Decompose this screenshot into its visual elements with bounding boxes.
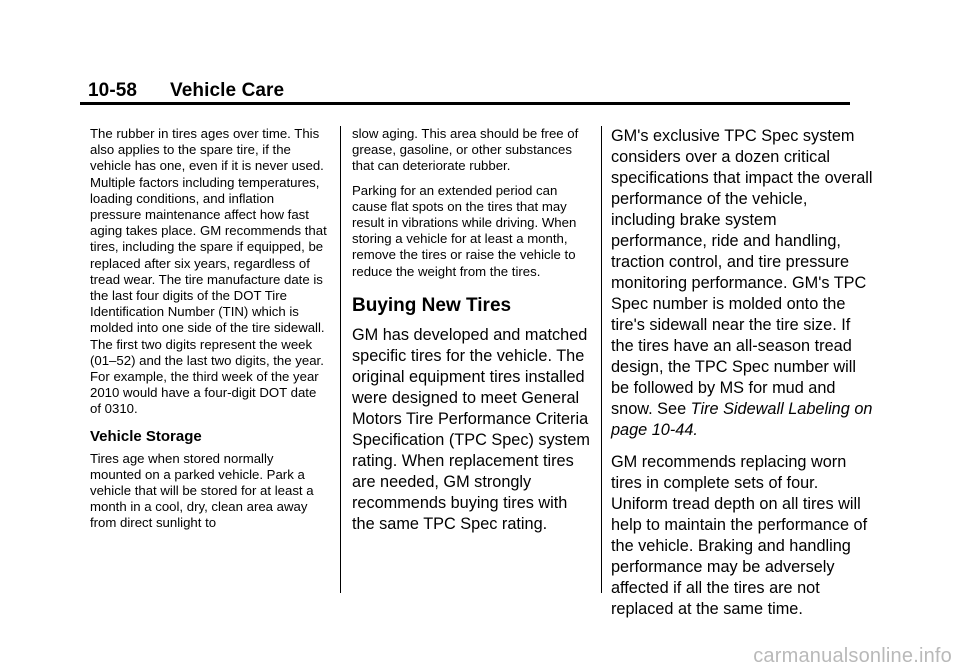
replace-sets-paragraph: GM recommends replacing worn tires in complete sets of four. Uniform tread depth on all tires will help to maintain the performance of the vehicle. Braking and handling performance may be adversely affected if all the tires are not replaced at the same time.	[611, 453, 868, 618]
column-divider-right	[601, 126, 602, 593]
buying-new-tires-heading: Buying New Tires	[352, 294, 512, 316]
storage-continued-paragraph: slow aging. This area should be free of grease, gasoline, or other substances that can deteriorate rubber.	[352, 126, 579, 174]
sidewall-labeling-link[interactable]: Tire Sidewall Labeling on page 10-44.	[611, 400, 873, 439]
page-header	[88, 80, 284, 102]
column-left	[90, 126, 328, 532]
tpc-spec-intro-paragraph: GM has developed and matched specific tires for the vehicle. The original equipment tires installed were designed to meet General Motors Tire Performance Criteria Specification (TPC Spec) system rating. When replacement tires are needed, GM strongly recommends buying tires with the same TPC Spec rating.	[352, 325, 590, 533]
header-rule	[80, 102, 850, 105]
column-middle	[352, 126, 594, 535]
vehicle-storage-paragraph: Tires age when stored normally mounted on a parked vehicle. Park a vehicle that will be stored for at least a month in a cool, dry, clean area away from direct sunlight to	[90, 450, 314, 531]
tpc-spec-system-paragraph	[611, 126, 873, 441]
column-divider-left	[340, 126, 341, 593]
watermark: carmanualsonline.info	[753, 645, 952, 667]
tpc-spec-system-text: GM's exclusive TPC Spec system considers over a dozen critical specifications that impact the overall performance of the vehicle, including brake system performance, ride and handling, traction control, and tire pressure monitoring performance. GM's TPC Spec number is molded onto the tire's sidewall near the tire size. If the tires have an all-season tread design, the TPC Spec number will be followed by MS for mud and snow. See	[611, 127, 873, 418]
vehicle-storage-heading: Vehicle Storage	[90, 427, 202, 445]
page-number: 10-58	[88, 80, 138, 101]
tire-aging-paragraph: The rubber in tires ages over time. This also applies to the spare tire, if the vehicle has one, even if it is never used. Multiple factors including temperatures, loading conditions, and inflation pressure maintenance affect how fast aging takes place. GM recommends that tires, including the spare if equipped, be replaced after six years, regardless of tread wear. The tire manufacture date is the last four digits of the DOT Tire Identification Number (TIN) which is molded into one side of the tire sidewall. The first two digits represent the week (01–52) and the last two digits, the year. For example, the third week of the year 2010 would have a four-digit DOT date of 0310.	[90, 126, 327, 417]
column-right	[611, 126, 873, 620]
section-title: Vehicle Care	[170, 80, 285, 101]
flat-spots-paragraph: Parking for an extended period can cause flat spots on the tires that may result in vibrations while driving. When storing a vehicle for at least a month, remove the tires or raise the vehicle to reduce the weight from the tires.	[352, 182, 577, 279]
